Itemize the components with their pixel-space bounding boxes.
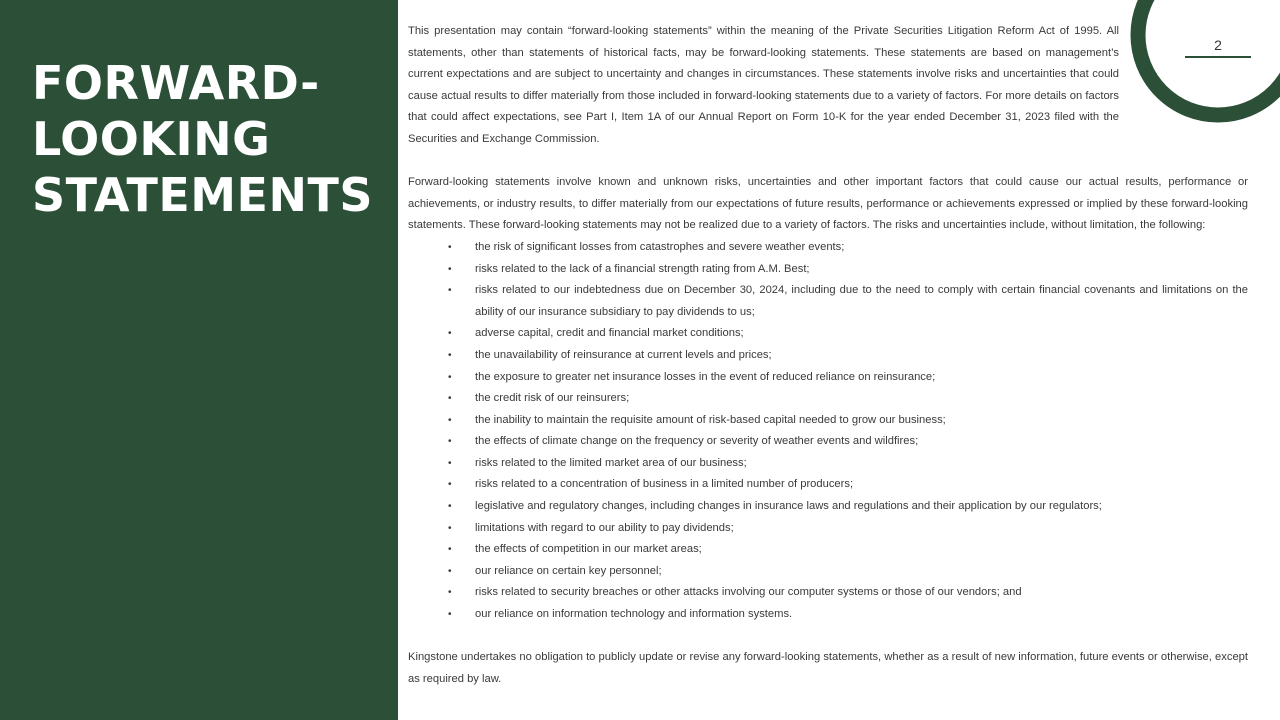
bullet-icon: • <box>448 565 452 577</box>
bullet-icon: • <box>448 501 452 513</box>
risk-item-text: the effects of competition in our market areas; <box>475 543 702 556</box>
risk-item <box>408 323 1248 345</box>
risk-item-text: risks related to the lack of a financial strength rating from A.M. Best; <box>475 262 810 275</box>
risk-factor-list <box>408 237 1248 626</box>
risk-item <box>408 259 1248 281</box>
risk-item-text: risks related to the limited market area of our business; <box>475 456 747 469</box>
bullet-icon: • <box>448 609 452 621</box>
slide-title <box>32 55 392 223</box>
risk-item-text: the credit risk of our reinsurers; <box>475 392 630 405</box>
bullet-icon: • <box>448 349 452 361</box>
risk-item <box>408 474 1248 496</box>
risk-item <box>408 518 1248 540</box>
title-line-1: FORWARD- <box>32 56 320 110</box>
risks-intro-paragraph: Forward-looking statements involve known and unknown risks, uncertainties and other important factors that could cause our actual results, performance or achievements, or industry results, to differ materially from our expectations of future results, performance or achievements expressed or implied by these forward-looking statements. These forward-looking statements may not be realized due to a variety of factors. The risks and uncertainties include, without limitation, the following: <box>408 176 1248 232</box>
risk-item-text: risks related to a concentration of business in a limited number of producers; <box>475 478 854 491</box>
bullet-icon: • <box>448 457 452 469</box>
risk-item-text: the effects of climate change on the frequency or severity of weather events and wildfires; <box>475 435 919 448</box>
closing-paragraph: Kingstone undertakes no obligation to publicly update or revise any forward-looking statements, whether as a result of new information, future events or otherwise, except as required by law. <box>408 651 1248 685</box>
risk-item-text: the unavailability of reinsurance at current levels and prices; <box>475 348 772 361</box>
risk-item <box>408 367 1248 389</box>
slide-body <box>408 21 1248 690</box>
risk-item-text: the risk of significant losses from catastrophes and severe weather events; <box>475 240 845 253</box>
risk-item <box>408 388 1248 410</box>
risk-item <box>408 431 1248 453</box>
bullet-icon: • <box>448 241 452 253</box>
risk-item <box>408 561 1248 583</box>
risk-item <box>408 496 1248 518</box>
risk-item-text: the exposure to greater net insurance losses in the event of reduced reliance on reinsurance; <box>475 370 936 383</box>
risk-item <box>408 280 1248 323</box>
risk-item <box>408 604 1248 626</box>
bullet-icon: • <box>448 436 452 448</box>
risk-item-text: our reliance on information technology and information systems. <box>475 608 793 621</box>
risk-item-text: legislative and regulatory changes, including changes in insurance laws and regulations and their application by our regulators; <box>475 500 1102 513</box>
title-line-3: STATEMENTS <box>32 168 373 222</box>
bullet-icon: • <box>448 393 452 405</box>
bullet-icon: • <box>448 263 452 275</box>
bullet-icon: • <box>448 328 452 340</box>
bullet-icon: • <box>448 587 452 599</box>
risk-item-text: adverse capital, credit and financial market conditions; <box>475 327 744 340</box>
title-line-2: LOOKING <box>32 112 271 166</box>
intro-paragraph: This presentation may contain “forward-looking statements” within the meaning of the Private Securities Litigation Reform Act of 1995. All statements, other than statements of historical facts, may be forward-looking statements. These statements are based on management’s current expectations and are subject to uncertainty and changes in circumstances. These statements involve risks and uncertainties that could cause actual results to differ materially from those included in forward-looking statements due to a variety of factors. For more details on factors that could affect expectations, see Part I, Item 1A of our Annual Report on Form 10-K for the year ended December 31, 2023 filed with the Securities and Exchange Commission. <box>408 25 1119 145</box>
bullet-icon: • <box>448 371 452 383</box>
bullet-icon: • <box>448 544 452 556</box>
risk-item-text: our reliance on certain key personnel; <box>475 564 662 577</box>
risk-item-text: limitations with regard to our ability to pay dividends; <box>475 521 734 534</box>
risk-item-text: the inability to maintain the requisite amount of risk-based capital needed to grow our business; <box>475 413 946 426</box>
risk-item <box>408 539 1248 561</box>
risk-item <box>408 453 1248 475</box>
bullet-icon: • <box>448 414 452 426</box>
risk-item <box>408 345 1248 367</box>
risk-item <box>408 410 1248 432</box>
bullet-icon: • <box>448 479 452 491</box>
bullet-icon: • <box>448 285 452 297</box>
risk-item <box>408 582 1248 604</box>
title-panel <box>0 0 398 720</box>
risk-item <box>408 237 1248 259</box>
risk-item-text: risks related to our indebtedness due on December 30, 2024, including due to the need to comply with certain financial covenants and limitations on the ability of our insurance subsidiary to pay dividends to us; <box>475 284 1248 318</box>
bullet-icon: • <box>448 522 452 534</box>
page-number: 2 <box>1185 36 1251 58</box>
risk-item-text: risks related to security breaches or other attacks involving our computer systems or those of our vendors; and <box>475 586 1022 599</box>
